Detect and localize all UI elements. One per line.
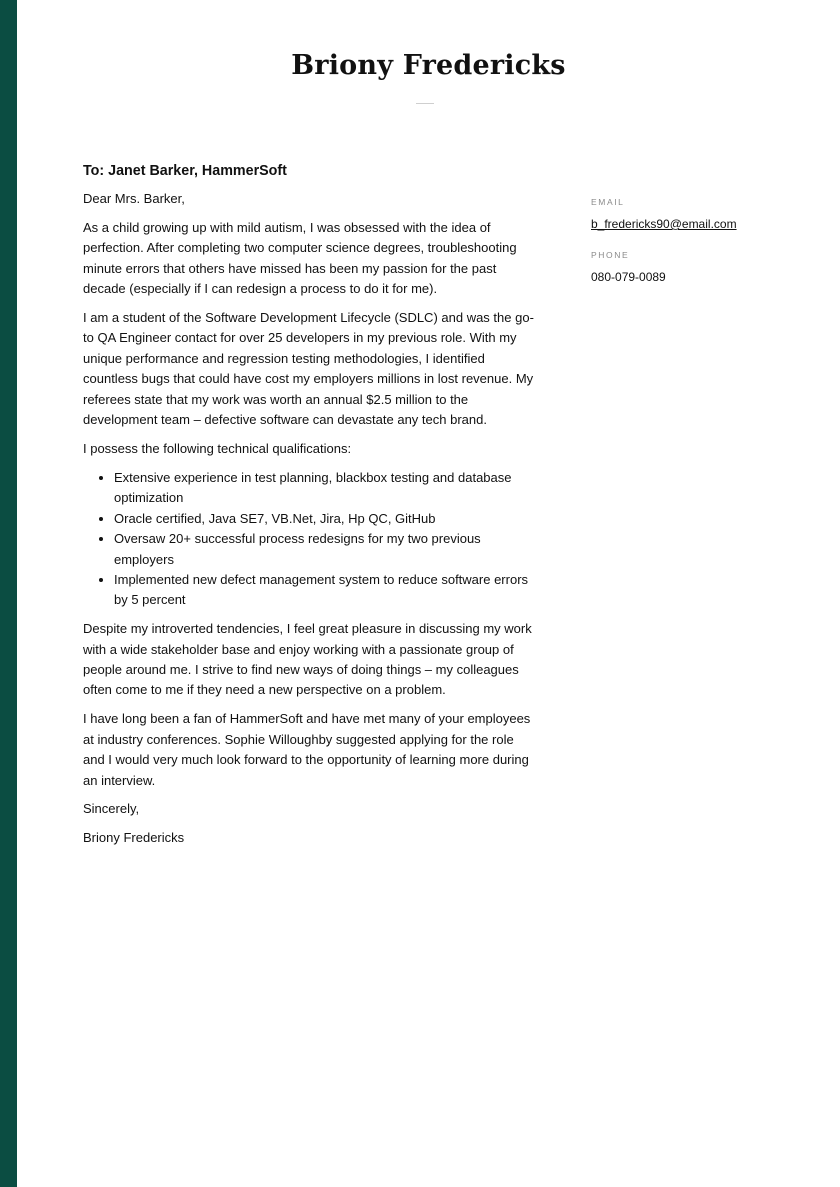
salutation: Dear Mrs. Barker,: [83, 191, 185, 206]
email-value: [591, 216, 821, 232]
email-label: EMAIL: [591, 197, 625, 207]
letter-paragraph: I am a student of the Software Development Lifecycle (SDLC) and was the go-to QA Engineer contact for over 25 developers in my previous role. With my unique performance and regression testing methodologies, I identified countless bugs that could have cost my employers millions in lost revenue. My referees state that my work was worth an annual $2.5 million to the development team – defective software can devastate any tech brand.: [83, 310, 534, 428]
title-divider: [416, 103, 434, 104]
applicant-name: Briony Fredericks: [291, 50, 566, 81]
qualification-item: • Extensive experience in test planning, blackbox testing and database optimization: [114, 468, 535, 509]
contact-panel: [591, 196, 821, 285]
letter-paragraph: I possess the following technical qualifications:: [83, 440, 352, 456]
email-link[interactable]: b_fredericks90@email.com: [591, 217, 737, 231]
phone-label: PHONE: [591, 250, 630, 260]
qualification-item: • Oracle certified, Java SE7, VB.Net, Jira, Hp QC, GitHub: [114, 509, 535, 529]
letter-paragraph: Despite my introverted tendencies, I feel great pleasure in discussing my work with a wide stakeholder base and enjoy working with a passionate group of people around me. I strive to find new ways of doing things – my colleagues often come to me if they need a new perspective on a problem.: [83, 621, 532, 698]
signoff: Sincerely,: [83, 801, 140, 817]
qualification-item: • Oversaw 20+ successful process redesigns for my two previous employers: [114, 529, 535, 570]
letter-paragraph: I have long been a fan of HammerSoft and have met many of your employees at industry conferences. Sophie Willoughby suggested applying for the role and I would very much look forward to the opportunity of learning more during an interview.: [83, 711, 531, 788]
letter-body: [83, 161, 535, 857]
side-accent-bar: [0, 0, 17, 1187]
qualifications-list: [83, 468, 535, 611]
phone-value: 080-079-0089: [591, 270, 666, 284]
signature: Briony Fredericks: [83, 830, 185, 846]
recipient-line: To: Janet Barker, HammerSoft: [83, 163, 287, 179]
qualification-item: • Implemented new defect management system to reduce software errors by 5 percent: [114, 570, 535, 611]
letter-paragraph: As a child growing up with mild autism, I was obsessed with the idea of perfection. After completing two computer science degrees, troubleshooting minute errors that others have missed has been my passion for the past decade (especially if I can redesign a process to do it for me).: [83, 219, 517, 297]
